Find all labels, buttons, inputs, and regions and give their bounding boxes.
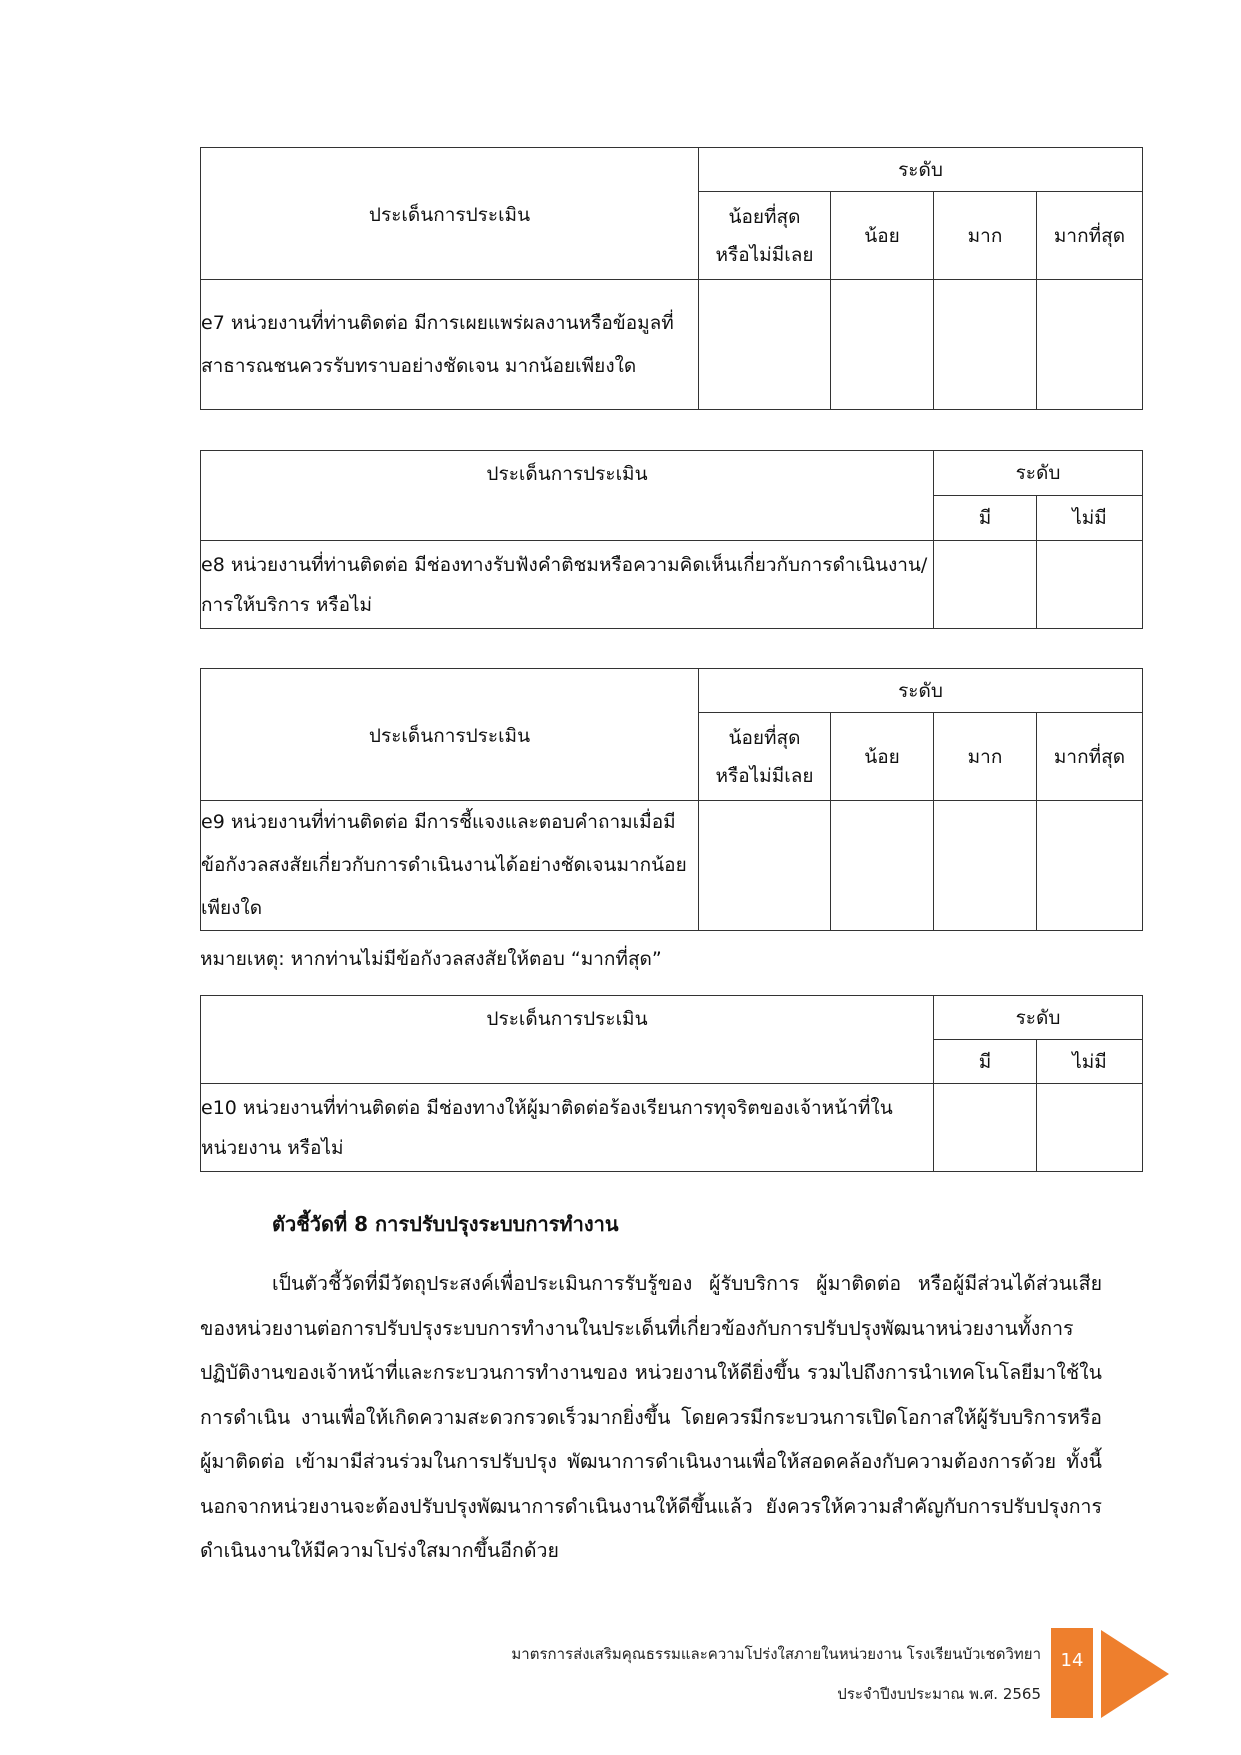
level-most: มากที่สุด <box>1037 713 1143 801</box>
answer-cell[interactable] <box>934 280 1037 410</box>
issue-header: ประเด็นการประเมิน <box>201 669 699 801</box>
question-e10: e10 หน่วยงานที่ท่านติดต่อ มีช่องทางให้ผู้มาติดต่อร้องเรียนการทุจริตของเจ้าหน้าที่ในหน่วยงาน หรือไม่ <box>201 1084 934 1172</box>
level-yes: มี <box>934 496 1037 541</box>
answer-cell[interactable] <box>699 801 831 931</box>
issue-header: ประเด็นการประเมิน <box>201 996 934 1084</box>
question-e8: e8 หน่วยงานที่ท่านติดต่อ มีช่องทางรับฟังคำติชมหรือความคิดเห็นเกี่ยวกับการดำเนินงาน/การให้บริการ หรือไม่ <box>201 541 934 629</box>
answer-cell[interactable] <box>831 280 934 410</box>
level-header: ระดับ <box>699 148 1143 192</box>
level-yes: มี <box>934 1040 1037 1084</box>
assessment-table-e10 <box>200 995 1143 1172</box>
level-least: น้อยที่สุด หรือไม่มีเลย <box>699 192 831 280</box>
level-header: ระดับ <box>934 996 1143 1040</box>
level-no: ไม่มี <box>1037 496 1143 541</box>
body-paragraph <box>200 1262 1102 1574</box>
level-much: มาก <box>934 192 1037 280</box>
level-header: ระดับ <box>699 669 1143 713</box>
page-number: 14 <box>1051 1628 1093 1718</box>
level-little: น้อย <box>831 192 934 280</box>
level-much: มาก <box>934 713 1037 801</box>
answer-cell[interactable] <box>831 801 934 931</box>
question-e9: e9 หน่วยงานที่ท่านติดต่อ มีการชี้แจงและตอบคำถามเมื่อมีข้อกังวลสงสัยเกี่ยวกับการดำเนินงานได้อย่างชัดเจนมากน้อยเพียงใด <box>201 801 699 931</box>
answer-cell[interactable] <box>934 801 1037 931</box>
answer-cell[interactable] <box>1037 541 1143 629</box>
assessment-table-e8 <box>200 450 1143 629</box>
indicator-title: ตัวชี้วัดที่ 8 การปรับปรุงระบบการทำงาน <box>272 1212 619 1236</box>
answer-cell[interactable] <box>934 1084 1037 1172</box>
assessment-table-e7 <box>200 147 1143 410</box>
assessment-table-e9 <box>200 668 1143 931</box>
level-least: น้อยที่สุด หรือไม่มีเลย <box>699 713 831 801</box>
level-header: ระดับ <box>934 451 1143 496</box>
answer-cell[interactable] <box>699 280 831 410</box>
body-paragraph-text: เป็นตัวชี้วัดที่มีวัตถุประสงค์เพื่อประเมินการรับรู้ของ ผู้รับบริการ ผู้มาติดต่อ หรือผู้มีส่วนได้ส่วนเสียของหน่วยงานต่อการปรับปรุงระบบการทำงานในประเด็นที่เกี่ยวข้องกับการปรับปรุงพัฒนาหน่วยงานทั้งการปฏิบัติงานของเจ้าหน้าที่และกระบวนการทำงานของ หน่วยงานให้ดียิ่งขึ้น รวมไปถึงการนำเทคโนโลยีมาใช้ในการดำเนิน งานเพื่อให้เกิดความสะดวกรวดเร็วมากยิ่งขึ้น โดยควรมีกระบวนการเปิดโอกาสให้ผู้รับบริการหรือผู้มาติดต่อ เข้ามามีส่วนร่วมในการปรับปรุง พัฒนาการดำเนินงานเพื่อให้สอดคล้องกับความต้องการด้วย ทั้งนี้ นอกจากหน่วยงานจะต้องปรับปรุงพัฒนาการดำเนินงานให้ดีขึ้นแล้ว ยังควรให้ความสำคัญกับการปรับปรุงการดำเนินงานให้มีความโปร่งใสมากขึ้นอีกด้วย <box>200 1272 1102 1562</box>
level-no: ไม่มี <box>1037 1040 1143 1084</box>
answer-cell[interactable] <box>934 541 1037 629</box>
footer-fiscal-year: ประจำปีงบประมาณ พ.ศ. 2565 <box>837 1685 1041 1703</box>
issue-header: ประเด็นการประเมิน <box>201 451 934 541</box>
answer-cell[interactable] <box>1037 1084 1143 1172</box>
level-most: มากที่สุด <box>1037 192 1143 280</box>
footer-title: มาตรการส่งเสริมคุณธรรมและความโปร่งใสภายในหน่วยงาน โรงเรียนบัวเชดวิทยา <box>511 1645 1041 1663</box>
note-text: หมายเหตุ: หากท่านไม่มีข้อกังวลสงสัยให้ตอบ “มากที่สุด” <box>200 948 662 970</box>
answer-cell[interactable] <box>1037 801 1143 931</box>
answer-cell[interactable] <box>1037 280 1143 410</box>
next-arrow-icon <box>1101 1630 1169 1718</box>
level-little: น้อย <box>831 713 934 801</box>
issue-header: ประเด็นการประเมิน <box>201 148 699 280</box>
question-e7: e7 หน่วยงานที่ท่านติดต่อ มีการเผยแพร่ผลงานหรือข้อมูลที่สาธารณชนควรรับทราบอย่างชัดเจน มากน้อยเพียงใด <box>201 280 699 410</box>
